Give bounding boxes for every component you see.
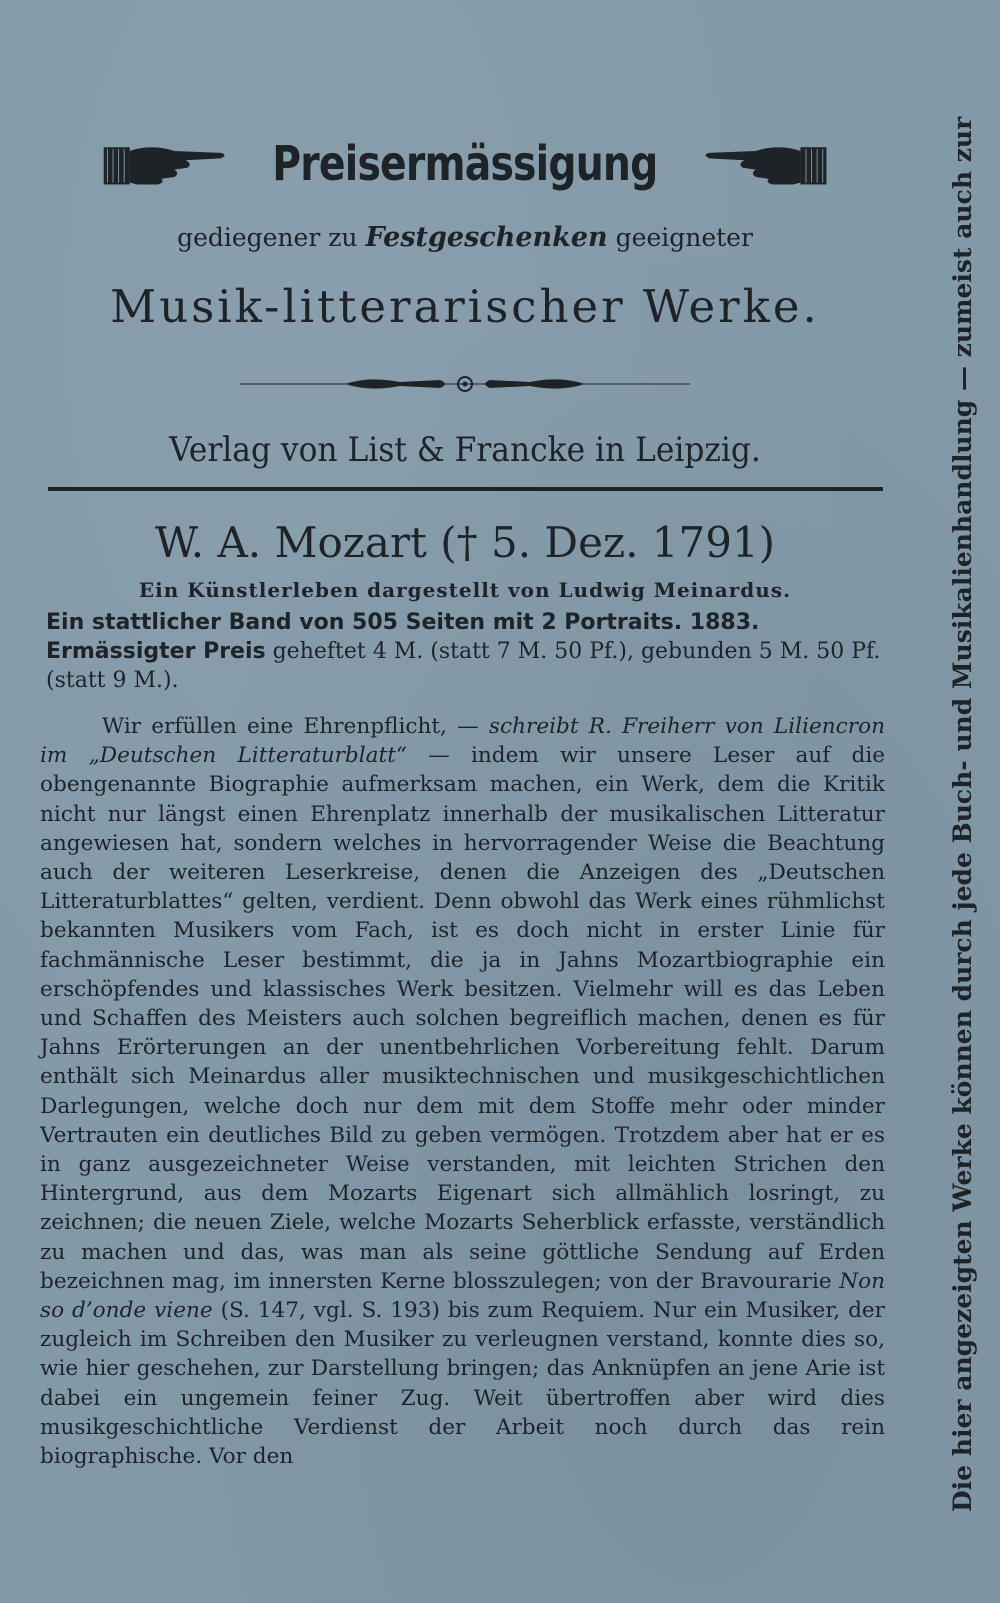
subtitle-pre: gediegener zu bbox=[177, 223, 358, 252]
aria-title: Non so d’onde viene bbox=[40, 1268, 885, 1324]
thick-divider bbox=[48, 487, 883, 491]
pointing-hand-right-icon bbox=[100, 136, 230, 192]
price-details: geheftet 4 M. (statt 7 M. 50 Pf.), gebunden 5 M. 50 Pf. (statt 9 M.). bbox=[46, 639, 881, 693]
subtitle bbox=[0, 222, 930, 253]
book-title: W. A. Mozart († 5. Dez. 1791) bbox=[154, 518, 776, 567]
main-heading: Musik-litterarischer Werke. bbox=[110, 280, 820, 333]
book-description bbox=[46, 608, 884, 695]
review-paragraph bbox=[40, 712, 885, 1471]
review-continuation: (S. 147, vgl. S. 193) bis zum Requiem. Nur ein Musiker, der zugleich im Schreiben den Musiker zu verleugnen verstand, konnte dies so, wie hier geschehen, zur Darstellung bringen; das Anknüpfen an jene Arie ist dabei ein ungemein feiner Zug. Weit übertroffen aber wird dies musikgeschichtliche Verdienst der Arbeit noch durch das rein biographische. Vor den bbox=[40, 1298, 885, 1470]
review-source: schreibt R. Freiherr von Liliencron im „Deutschen Litteraturblatt“ bbox=[40, 714, 885, 769]
header-row bbox=[100, 128, 830, 200]
review-intro: Wir erfüllen eine Ehrenpflicht, — bbox=[102, 714, 479, 739]
ornament-divider-icon bbox=[240, 372, 690, 396]
book-format: Ein stattlicher Band von 505 Seiten mit 2 Portraits. 1883. bbox=[46, 610, 760, 635]
subtitle-emphasis: Festgeschenken bbox=[365, 222, 608, 253]
price-label: Ermässigter Preis bbox=[46, 639, 266, 664]
pointing-hand-left-icon bbox=[700, 136, 830, 192]
subtitle-post: geeigneter bbox=[615, 223, 753, 252]
book-byline: Ein Künstlerleben dargestellt von Ludwig Meinardus. bbox=[138, 578, 792, 602]
review-main: — indem wir unsere Leser auf die obengenannte Biographie aufmerksam machen, ein Werk, dem die Kritik nicht nur längst einen Ehrenplatz innerhalb der musikalischen Litteratur angewiesen hat, sondern welches in hervorragender Weise die Beachtung auch der weiteren Leserkreise, denen die Anzeigen des „Deutschen Litteraturblattes“ gelten, verdient. Denn obwohl das Werk eines rühmlichst bekannten Musikers vom Fach, ist es doch nicht in erster Linie für fachmännische Leser bestimmt, die ja in Jahns Mozartbiographie ein erschöpfendes und klassisches Werk besitzen. Vielmehr will es das Leben und Schaffen des Meisters auch solchen begreiflich machen, denen es für Jahns Erörterungen an der unentbehrlichen Vorbereitung fehlt. Darum enthält sich Meinardus aller musiktechnischen und musikgeschichtlichen Darlegungen, welche doch nur dem mit dem Stoffe mehr oder minder Vertrauten ein deutliches Bild zu geben vermögen. Trotzdem aber hat er es in ganz ausgezeichneter Weise verstanden, mit leichten Strichen den Hintergrund, aus dem Mozarts Eigenart sich allmählich losringt, zu zeichnen; die neuen Ziele, welche Mozarts Seherblick erfasste, verständlich zu machen und das, was man als seine göttliche Sendung auf Erden bezeichnen mag, im innersten Kerne blosszulegen; von der Bravourarie bbox=[40, 743, 885, 1294]
publisher-line: Verlag von List & Francke in Leipzig. bbox=[169, 430, 761, 470]
vertical-margin-text: Die hier angezeigten Werke können durch jede Buch- und Musikalienhandlung — zumeist auch zur bbox=[948, 116, 977, 1512]
page-title: Preisermässigung bbox=[272, 136, 658, 192]
